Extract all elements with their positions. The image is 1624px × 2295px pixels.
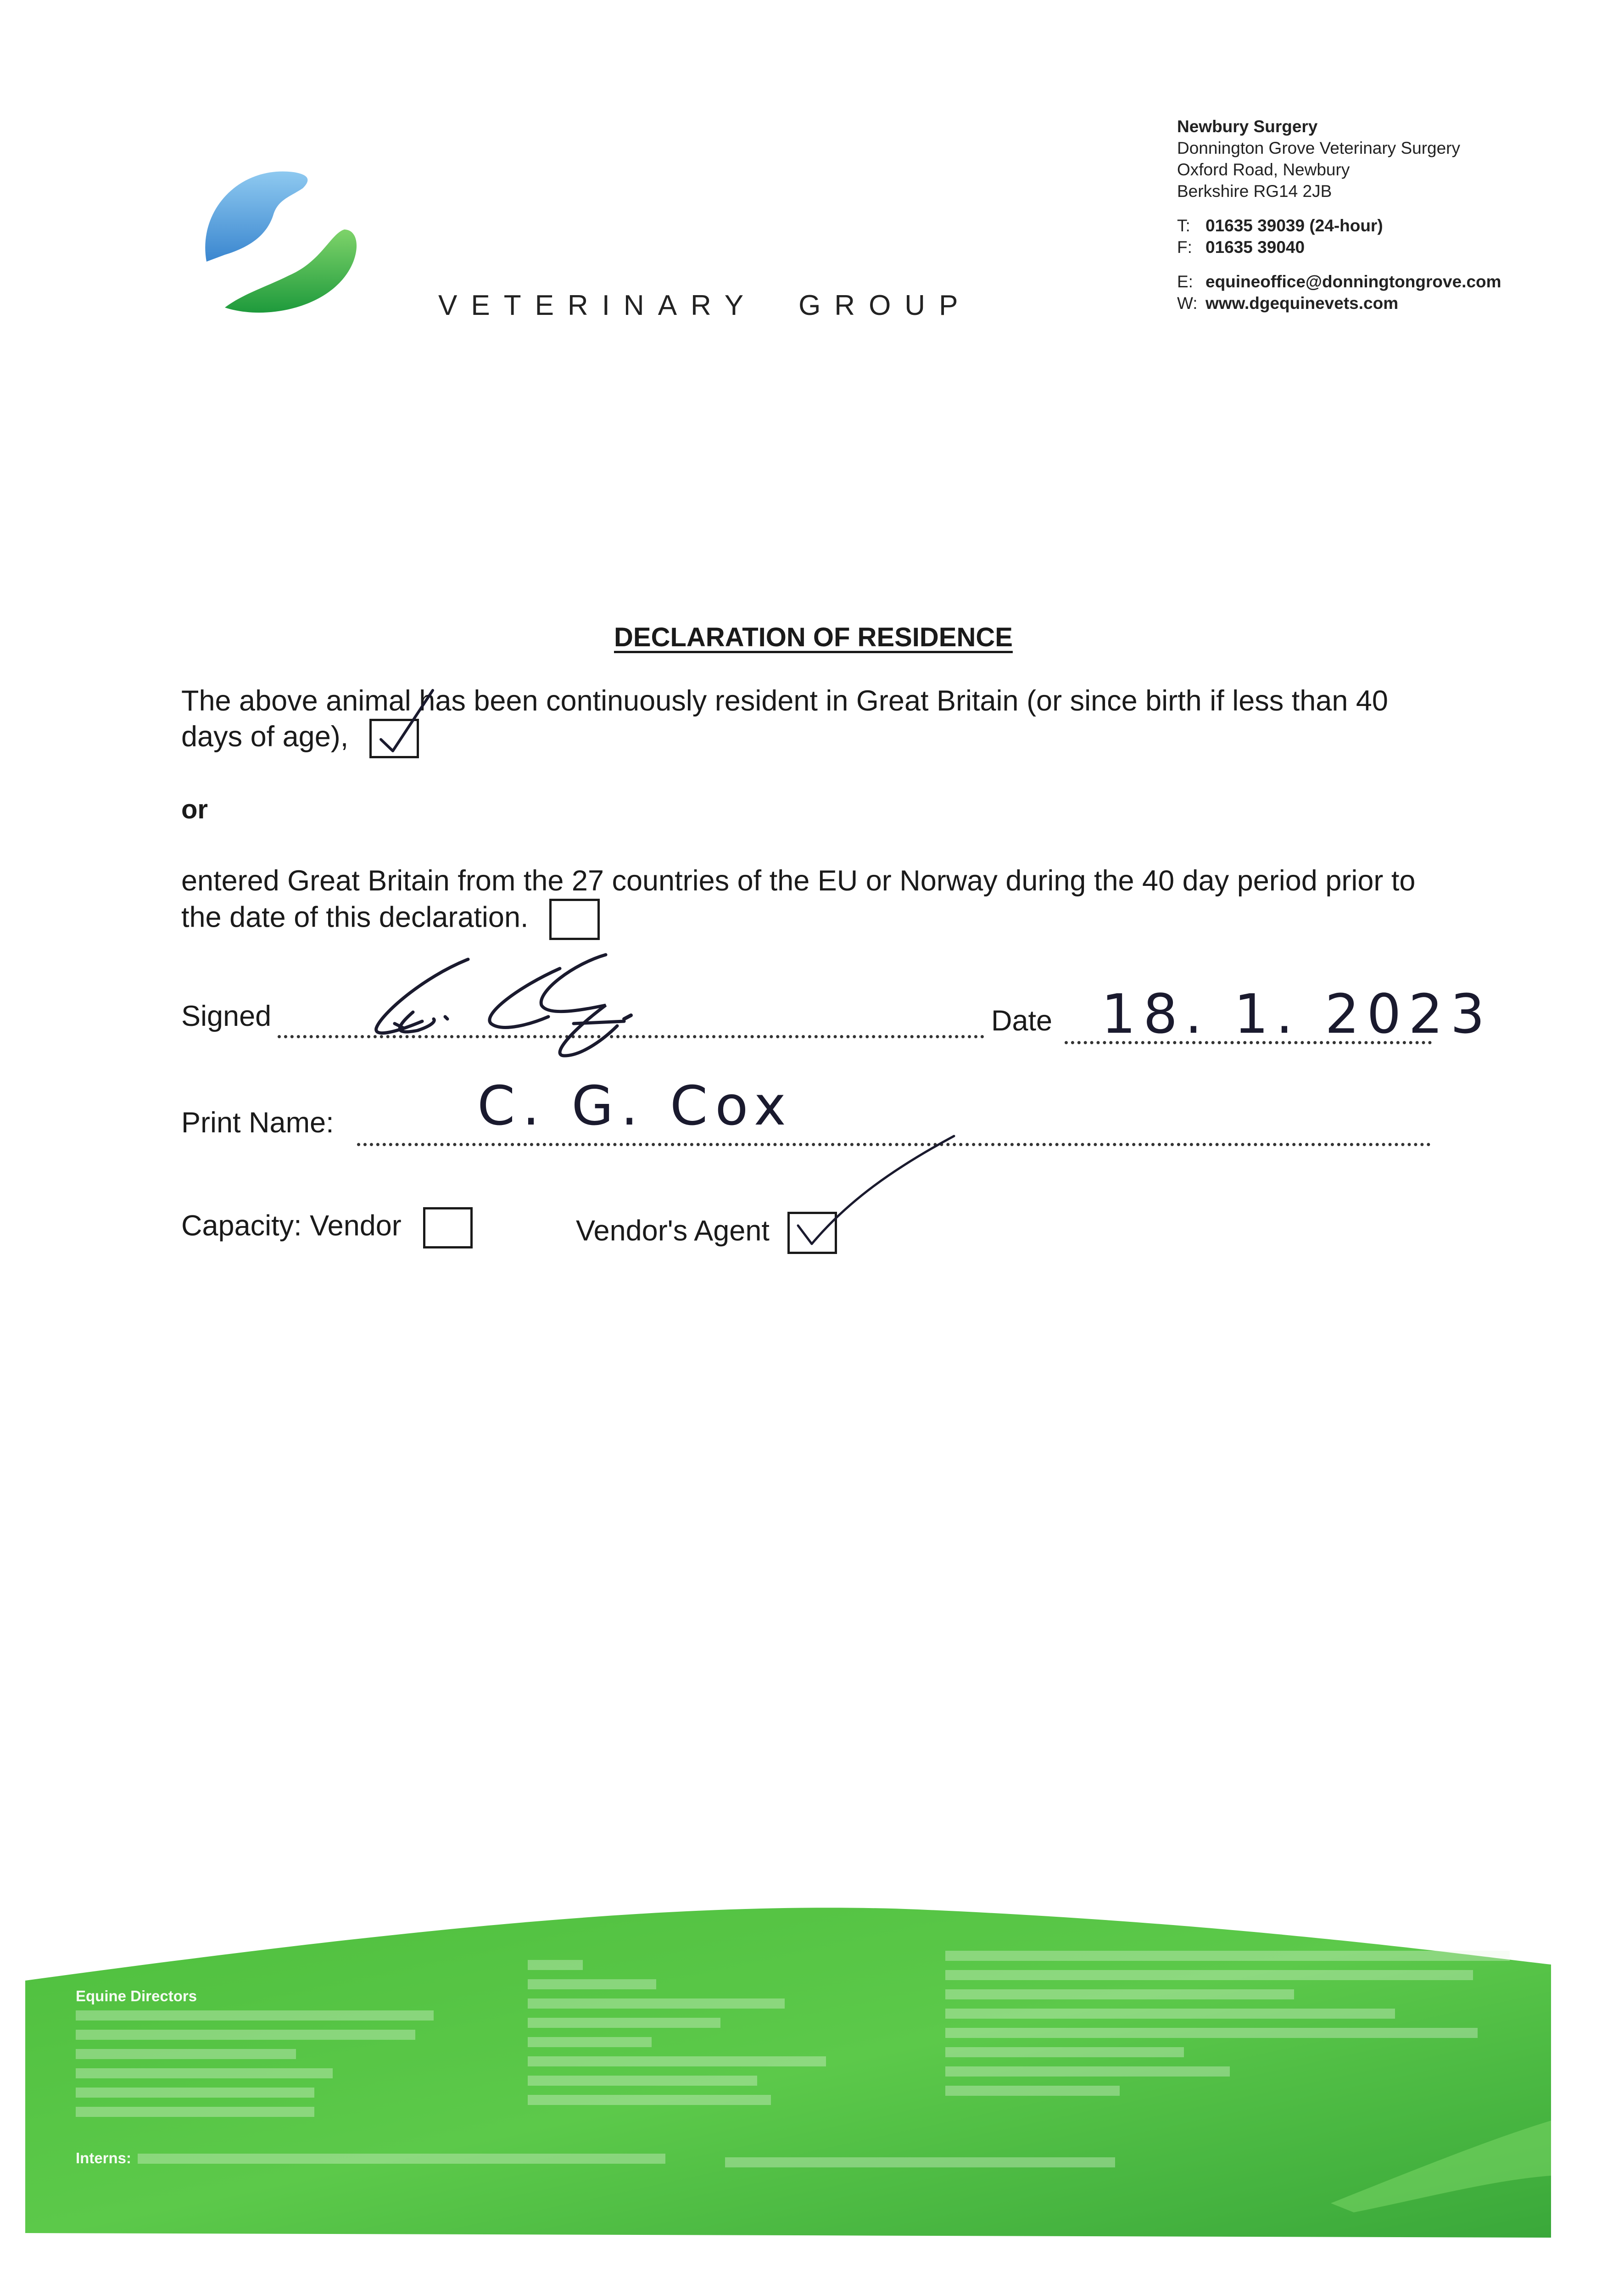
- svg-text:Interns:: Interns:: [76, 2149, 132, 2166]
- date-label: Date: [991, 1005, 1053, 1037]
- address-line: Donnington Grove Veterinary Surgery: [1177, 139, 1461, 157]
- print-name-value[interactable]: C. G. Cox: [477, 1074, 793, 1137]
- capacity-row: [181, 1207, 473, 1248]
- option-2-text: entered Great Britain from the 27 countries of the EU or Norway during the 40 day period prior to the date of this declaration.: [181, 865, 1416, 934]
- capacity-vendor-label: Capacity: Vendor: [181, 1209, 402, 1242]
- email-address: equineoffice@donningtongrove.com: [1205, 272, 1501, 291]
- address-line: Oxford Road, Newbury: [1177, 160, 1350, 179]
- residence-option-2: [181, 863, 1448, 940]
- print-name-label: Print Name:: [181, 1107, 334, 1139]
- checkmark-icon: [793, 1131, 977, 1251]
- tagline-word-group: GROUP: [798, 290, 972, 321]
- logo-tagline: [438, 289, 971, 322]
- website-address: www.dgequinevets.com: [1205, 294, 1399, 313]
- vendors-agent-checkbox[interactable]: [787, 1212, 837, 1254]
- date-value[interactable]: 18. 1. 2023: [1101, 982, 1492, 1046]
- signed-label: Signed: [181, 1000, 272, 1032]
- vendor-checkbox[interactable]: [423, 1207, 473, 1248]
- option-1-checkbox[interactable]: [369, 719, 419, 758]
- fax-number: 01635 39040: [1205, 238, 1305, 257]
- email-label: E:: [1177, 272, 1193, 291]
- residence-option-1: [181, 683, 1448, 758]
- contact-block: [1177, 116, 1501, 314]
- or-separator: or: [181, 795, 208, 824]
- address-line: Berkshire RG14 2JB: [1177, 182, 1332, 201]
- veterinary-group-logo: [197, 156, 372, 330]
- option-2-checkbox[interactable]: [549, 899, 600, 940]
- checkmark-icon: [375, 687, 435, 756]
- vendors-agent-label: Vendor's Agent: [576, 1215, 770, 1247]
- tagline-word-veterinary: VETERINARY: [438, 290, 758, 321]
- vendors-agent-row: [576, 1212, 837, 1254]
- option-1-text: The above animal has been continuously resident in Great Britain (or since birth if less than 40 days of age),: [181, 685, 1388, 753]
- phone-label: T:: [1177, 216, 1190, 235]
- phone-number: 01635 39039 (24-hour): [1205, 216, 1383, 235]
- web-label: W:: [1177, 294, 1198, 313]
- footer-band: [0, 1882, 1624, 2295]
- signature-image[interactable]: [367, 936, 771, 1074]
- fax-label: F:: [1177, 238, 1192, 257]
- svg-text:Equine Directors: Equine Directors: [76, 1987, 197, 2004]
- document-title: DECLARATION OF RESIDENCE: [614, 622, 1013, 652]
- practice-name: Newbury Surgery: [1177, 117, 1318, 136]
